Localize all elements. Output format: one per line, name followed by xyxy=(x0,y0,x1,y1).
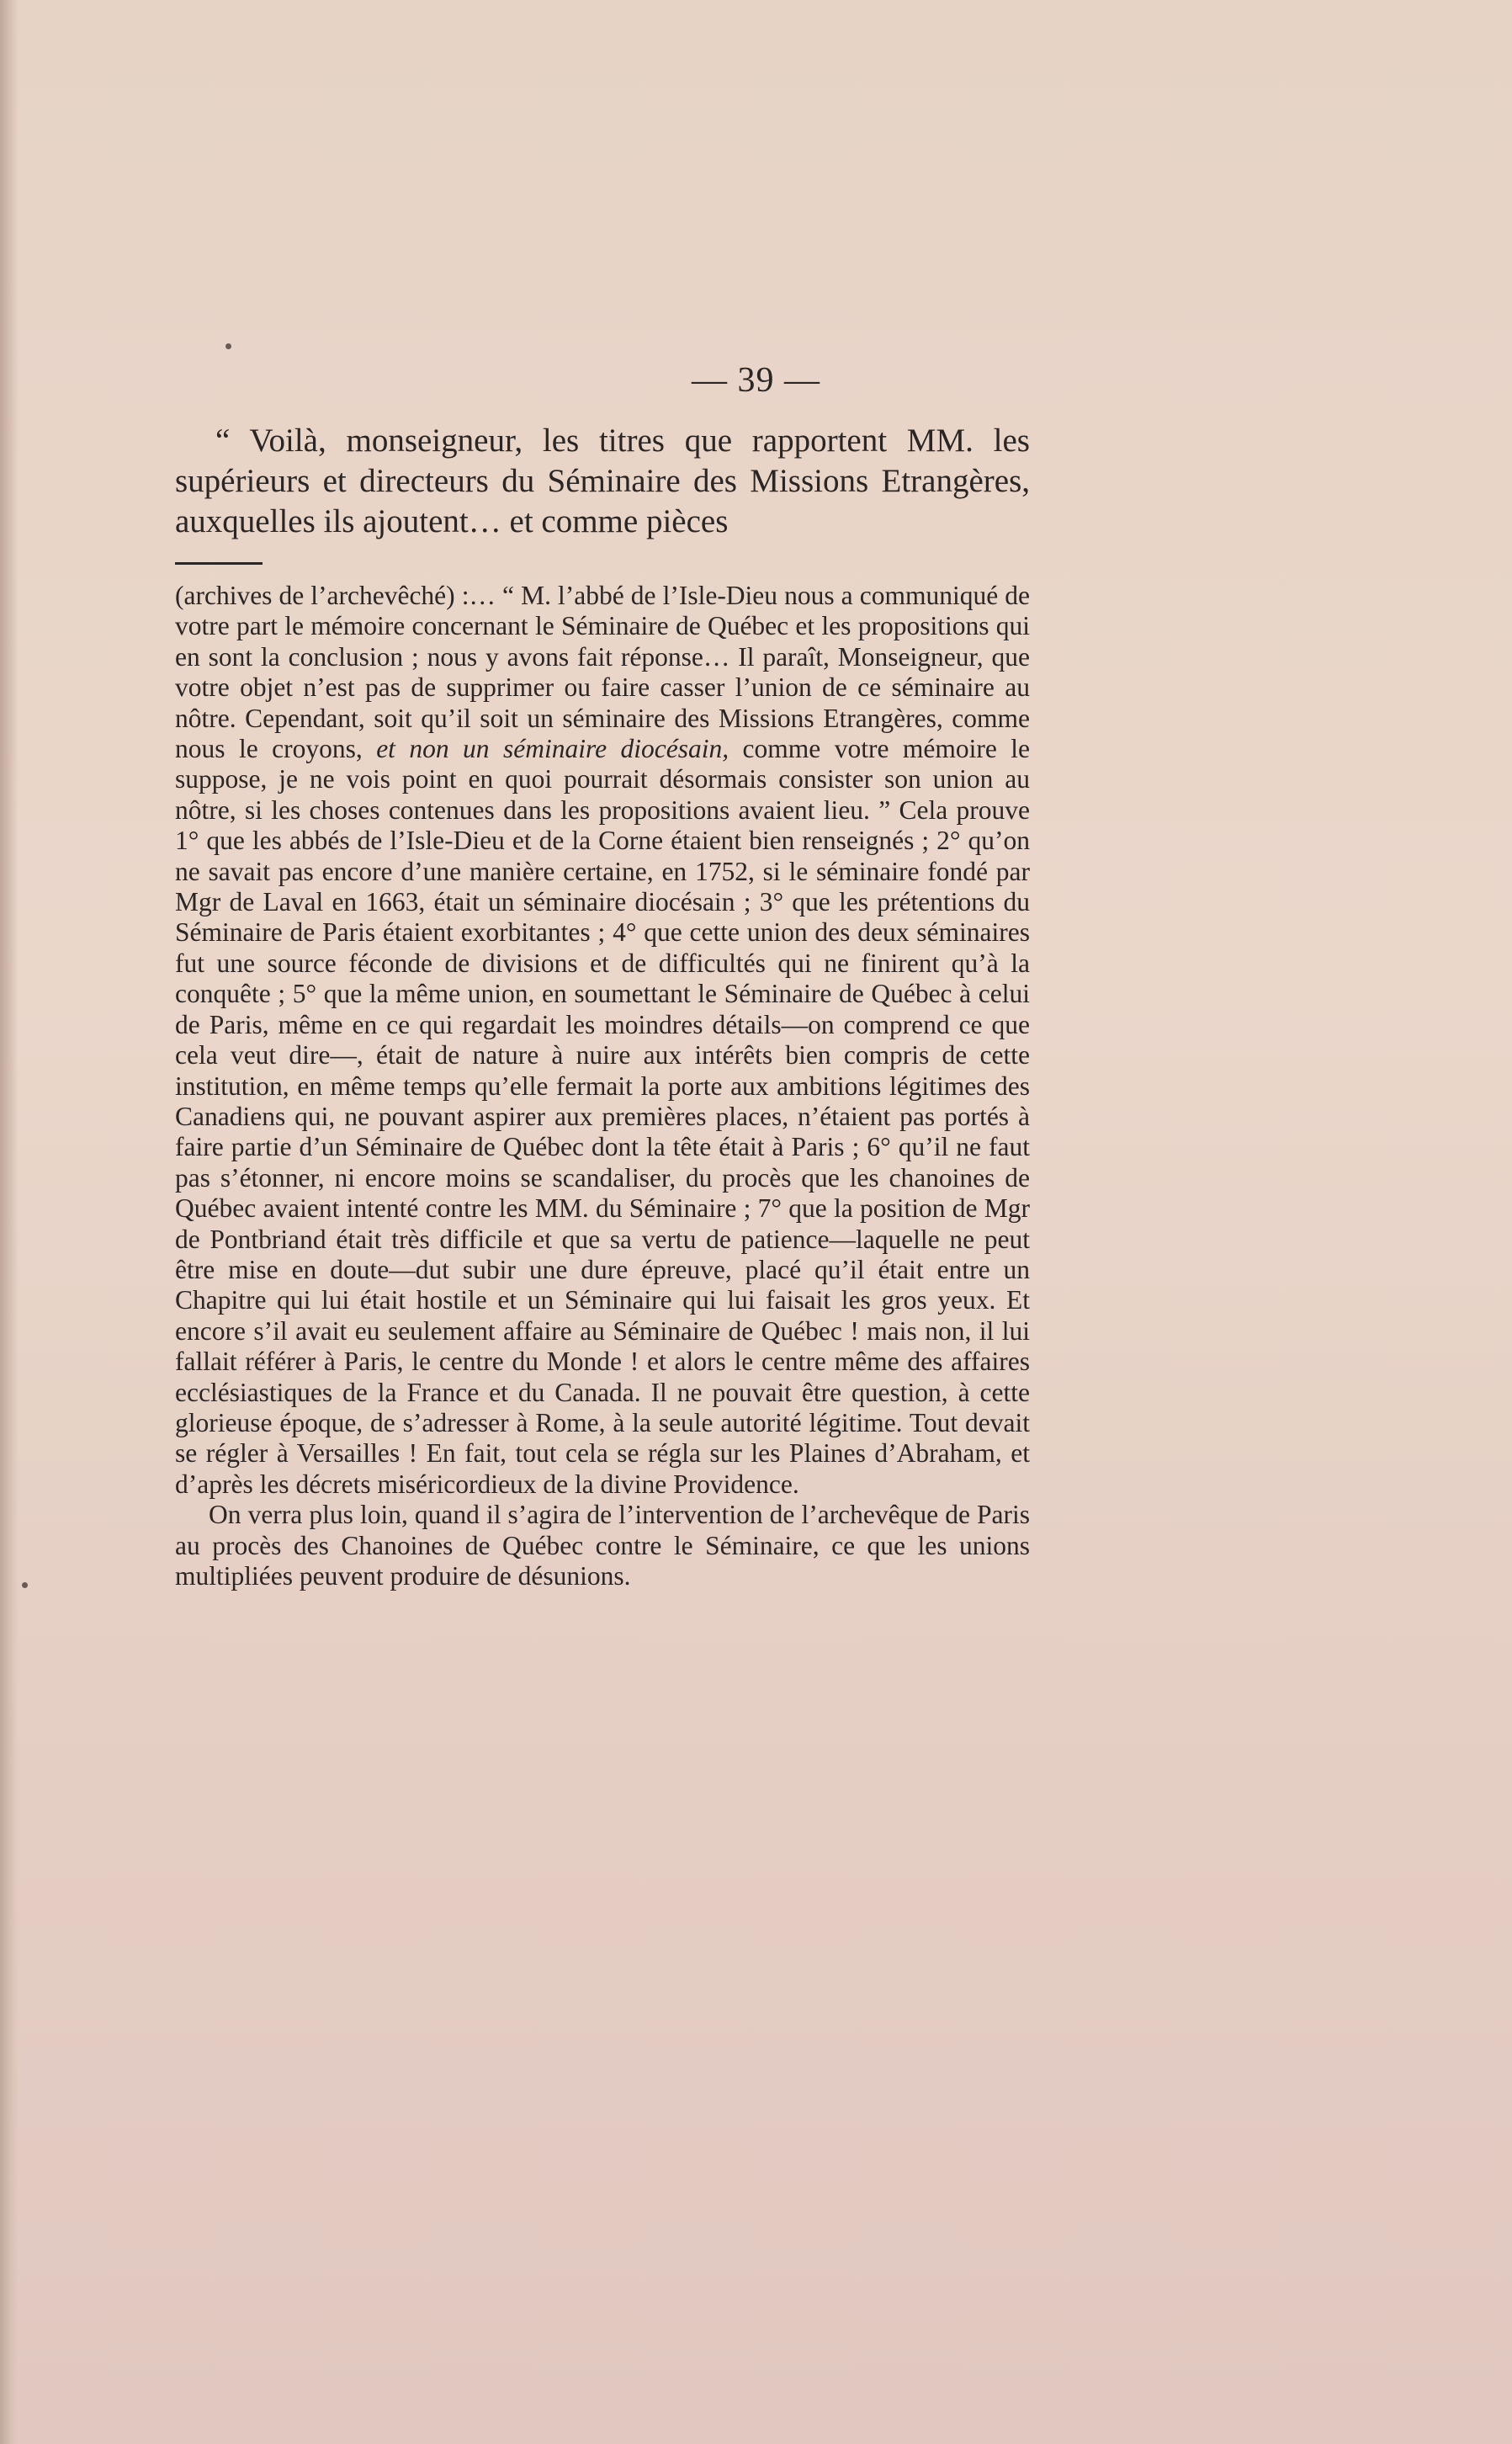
footnote-text: comme votre mémoire le suppose, je ne vois point en quoi pourrait désormais consister son union au nôtre, si les choses contenues dans les propositions avaient lieu. ” Cela prouve 1° que les abbés de l’Isle-Dieu et de la Corne étaient bien renseignés ; 2° qu’on ne savait pas encore d’une manière certaine, en 1752, si le séminaire fondé par Mgr de Laval en 1663, était un séminaire diocésain ; 3° que les prétentions du Séminaire de Paris étaient exorbitantes ; 4° que cette union des deux séminaires fut une source féconde de divisions et de difficultés qui ne finirent qu’à la conquête ; 5° que la même union, en soumettant le Séminaire de Québec à celui de Paris, même en ce qui regardait les moindres détails—on comprend ce que cela veut dire—, était de nature à nuire aux intérêts bien compris de cette institution, en même temps qu’elle fermait la porte aux ambitions légitimes des Canadiens qui, ne pouvant aspirer aux premières places, n’étaient pas portés à faire partie d’un Séminaire de Québec dont la tête était à Paris ; 6° qu’il ne faut pas s’étonner, ni encore moins se scandaliser, du procès que les chanoines de Québec avaient intenté contre les MM. du Séminaire ; 7° que la position de Mgr de Pontbriand était très difficile et que sa vertu de patience—laquelle ne peut être mise en doute—dut subir une dure épreuve, placé qu’il était entre un Chapitre qui lui était hostile et un Séminaire qui lui faisait les gros yeux. Et encore s’il avait eu seulement affaire au Séminaire de Québec ! mais non, il lui fallait référer à Paris, le centre du Monde ! et alors le centre même des affaires ecclésiastiques de la France et du Canada. Il ne pouvait être question, à cette glorieuse époque, de s’adresser à Rome, à la seule autorité légitime. Tout devait se régler à Versailles ! En fait, tout cela se régla sur les Plaines d’Abraham, et d’après les décrets miséricordieux de la divine Providence. xyxy=(175,734,1030,1499)
main-paragraph: “ Voilà, monseigneur, les titres que rapportent MM. les supérieurs et directeurs du Séminaire des Missions Etrangères, auxquelles ils ajoutent… et comme pièces xyxy=(175,422,1030,539)
footnote-emphasis: et non un séminaire diocésain, xyxy=(376,734,729,764)
paper-speck xyxy=(225,343,231,349)
page-number: — 39 — xyxy=(692,361,820,400)
footnote-text: (archives de l’archevêché) :… “ M. l’abbé de l’Isle-Dieu nous a communiqué de votre part le mémoire concernant le Séminaire de Québec et les propositions qui en sont la conclusion ; nous y avons fait réponse… Il paraît, Monseigneur, que votre objet n’est pas de supprimer ou faire casser l’union de ce séminaire au nôtre. Cependant, soit qu’il soit un séminaire des Missions Etrangères, comme nous le croyons, xyxy=(175,581,1030,764)
footnote-block xyxy=(175,581,1030,1591)
footnote-paragraph-1 xyxy=(175,581,1030,1500)
paper-speck xyxy=(22,1582,28,1588)
footnote-separator xyxy=(175,562,263,565)
footnote-paragraph-2: On verra plus loin, quand il s’agira de l’intervention de l’archevêque de Paris au procès des Chanoines de Québec contre le Séminaire, ce que les unions multipliées peuvent produire de désunions. xyxy=(175,1500,1030,1591)
